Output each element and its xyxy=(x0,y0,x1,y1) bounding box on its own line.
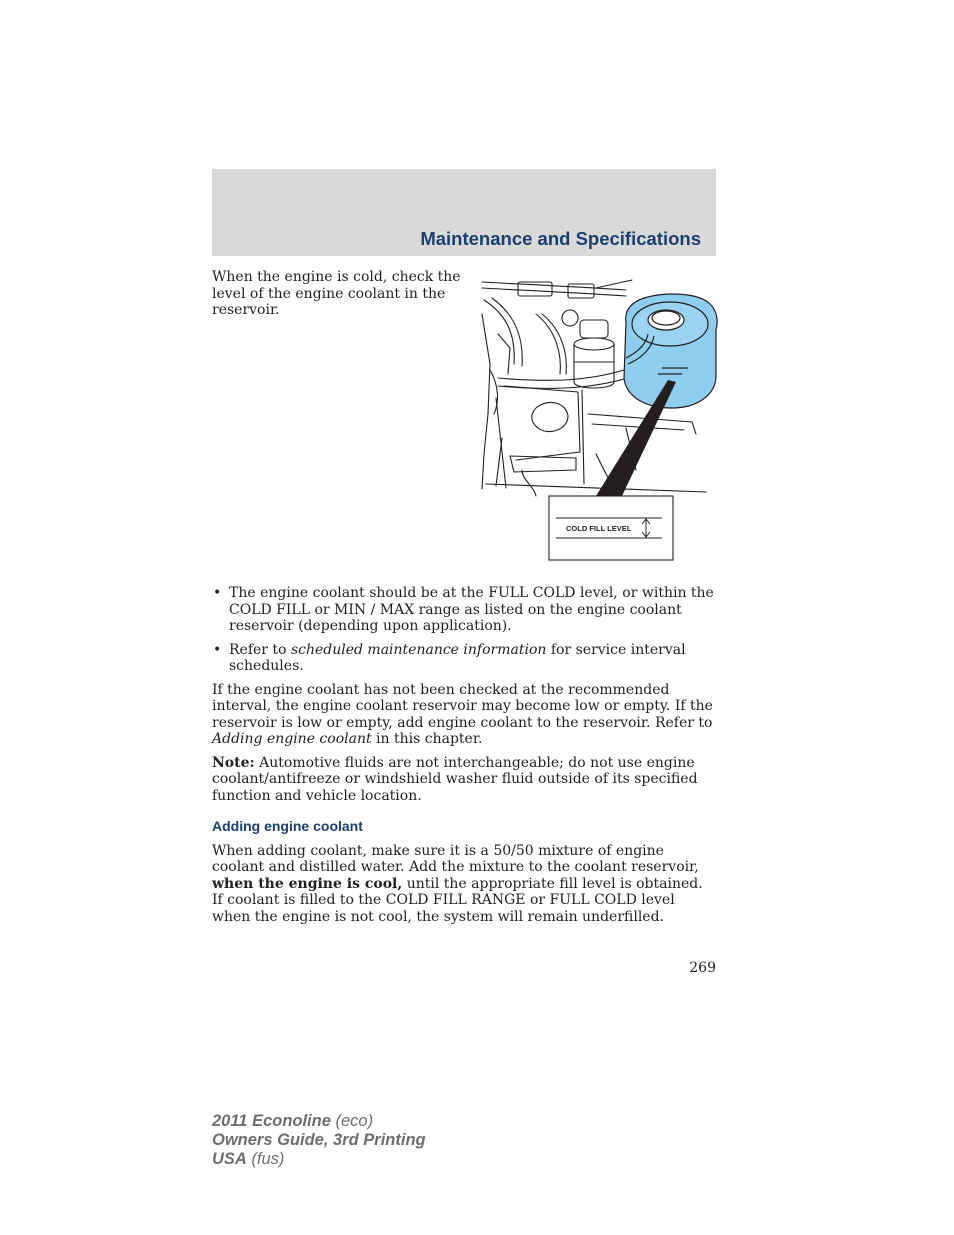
main-content xyxy=(212,585,716,932)
paragraph-text: until the appropriate fill level is obtained. If coolant is filled to the COLD FILL RANGE or FULL COLD level when the engine is not cool, the system will remain underfilled. xyxy=(212,875,703,925)
footer-line-model xyxy=(212,1112,426,1131)
list-item xyxy=(212,642,716,675)
section-header-band xyxy=(212,169,716,256)
paragraph-text: in this chapter. xyxy=(371,731,483,747)
bullet-icon: • xyxy=(213,641,222,658)
list-item-text: for service interval schedules. xyxy=(229,641,686,674)
reservoir-paragraph xyxy=(212,682,716,748)
list-item xyxy=(212,585,716,635)
coolant-reservoir-illustration xyxy=(476,274,720,564)
scheduled-maintenance-reference: scheduled maintenance information xyxy=(290,641,547,658)
footer-model: 2011 Econoline xyxy=(212,1112,331,1130)
subheading-adding-engine-coolant: Adding engine coolant xyxy=(212,818,363,834)
list-item-text: The engine coolant should be at the FULL COLD level, or within the COLD FILL or MIN / MAX range as listed on the engine coolant reservoir (depending upon application). xyxy=(229,585,714,634)
list-item-text: Refer to xyxy=(229,641,291,658)
bullet-list xyxy=(212,585,716,675)
note-label: Note: xyxy=(212,754,255,771)
paragraph-text: When adding coolant, make sure it is a 50/50 mixture of engine coolant and distilled water. Add the mixture to the coolant reservoir, xyxy=(212,842,699,875)
footer-line-edition: Owners Guide, 3rd Printing xyxy=(212,1131,426,1149)
engine-bay-drawing xyxy=(476,274,720,564)
page-number: 269 xyxy=(689,960,716,976)
adding-coolant-reference: Adding engine coolant xyxy=(212,731,372,747)
adding-coolant-paragraph xyxy=(212,843,716,926)
section-title: Maintenance and Specifications xyxy=(420,228,701,249)
engine-cool-emphasis: when the engine is cool, xyxy=(212,875,403,892)
footer-region-code: (fus) xyxy=(246,1150,285,1168)
paragraph-text: If the engine coolant has not been checked at the recommended interval, the engine coolant reservoir may become low or empty. If the reservoir is low or empty, add engine coolant to the reservoir. Refer to xyxy=(212,681,713,731)
bullet-icon: • xyxy=(213,585,222,601)
cold-fill-level-label: COLD FILL LEVEL xyxy=(566,524,632,533)
footer-model-code: (eco) xyxy=(330,1112,374,1130)
note-text: Automotive fluids are not interchangeable; do not use engine coolant/antifreeze or windshield washer fluid outside of its specified function and vehicle location. xyxy=(212,754,698,804)
footer-line-region xyxy=(212,1150,426,1169)
intro-paragraph: When the engine is cold, check the level of the engine coolant in the reservoir. xyxy=(212,269,461,318)
document-footer xyxy=(212,1112,426,1169)
note-paragraph xyxy=(212,755,716,805)
footer-region: USA xyxy=(212,1150,247,1168)
